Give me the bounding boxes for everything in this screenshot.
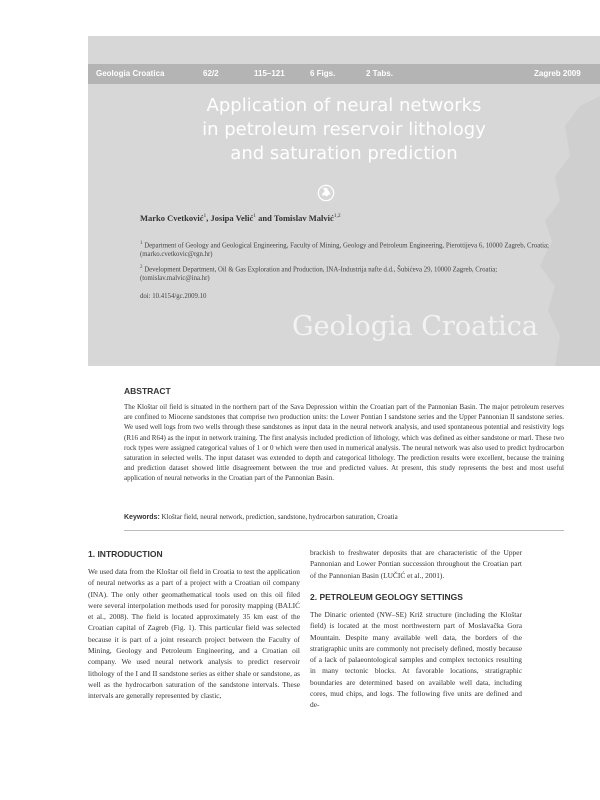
table-count: 2 Tabs.: [366, 69, 393, 78]
title-line: and saturation prediction: [230, 143, 458, 164]
introduction-heading: 1. INTRODUCTION: [88, 549, 163, 559]
article-title: [88, 94, 600, 166]
paragraph: We used data from the Kloštar oil field in Croatia to test the application of neural networks as a part of a project with a Croatian oil company (INA). The only other geomathematical tools used on this oil filed were several interpolation methods used for porosity mapping (BALIĆ et al., 2008). The field is located approximately 35 km east of the Croatian capital of Zagreb (Fig. 1). This particular field was selected because it is part of a joint research project between the Faculty of Mining, Geology and Petroleum Engineering, and a Croatian oil company. We used neural network analysis to predict reservoir lithology of the I and II sandstone series as either shale or sandstone, as well as the hydrocarbon saturation of the sandstone intervals. These intervals are generally represented by clastic,: [88, 567, 300, 701]
petroleum-geology-heading: 2. PETROLEUM GEOLOGY SETTINGS: [310, 592, 463, 602]
section-divider: [124, 530, 564, 531]
volume-number: 62/2: [203, 69, 219, 78]
right-column-continuation: [310, 547, 522, 581]
author-name: Tomislav Malvić: [273, 213, 334, 223]
title-line: Application of neural networks: [206, 95, 482, 116]
author-separator: ,: [206, 213, 211, 223]
affiliation: [140, 239, 550, 259]
affiliation-text: Development Department, Oil & Gas Exploration and Production, INA-Industrija nafte d.d., Šubićeva 29, 10000 Zagreb, Croatia; (tomislav.malvic@ina.hr): [140, 266, 498, 283]
affiliation-mark: 2: [140, 265, 143, 270]
journal-meta-bar: [88, 64, 600, 84]
title-line: in petroleum reservoir lithology: [202, 119, 486, 140]
doi: doi: 10.4154/gc.2009.10: [140, 293, 207, 300]
affiliation-mark: 1: [140, 241, 143, 246]
introduction-body: [88, 566, 300, 702]
journal-name: Geologia Croatica: [96, 69, 165, 78]
journal-watermark: Geologia Croatica: [292, 311, 538, 342]
abstract-text: The Kloštar oil field is situated in the northern part of the Sava Depression within the Croatian part of the Pannonian Basin. The major petroleum reserves are confined to Miocene sandstones that comprise two production units: the Lower Pontian I sandstone series and the Upper Pannonian II sandstone series. We used well logs from two wells through these sandstones as input data in the neural network analysis, and used spontaneous potential and resistivity logs (R16 and R64) as the input in network training. The first analysis included prediction of lithology, which was defined as either sandstone or marl. These two rock types were assigned categorical values of 1 or 0 which were then used in numerical analysis. The neural network was also used to predict hydrocarbon saturation in selected wells. The input dataset was extended to depth and categorical lithology. The prediction results were excellent, because the training and prediction dataset showed little disagreement between the true and predicted values. At present, this study represents the best and most useful application of neural networks in the Croatian part of the Pannonian Basin.: [124, 403, 564, 483]
keywords-list: Kloštar field, neural network, prediction, sandstone, hydrocarbon saturation, Croatia: [159, 513, 398, 521]
keywords: [124, 513, 564, 521]
paragraph: The Dinaric oriented (NW–SE) Križ structure (including the Kloštar field) is located at the most northwestern part of Moslavačka Gora Mountain. Despite many available well data, the borders of the stratigraphic units are commonly not precisely defined, mostly because of a lack of palaeontological samples and complex tectonics resulting in many tectonic blocks. At favorable locations, stratigraphic boundaries are determined based on available well data, including cores, mud chips, and logs. The following five units are defined and de-: [310, 610, 522, 710]
globe-icon: [317, 184, 335, 202]
author-name: Josipa Velić: [210, 213, 254, 223]
affiliation-text: Department of Geology and Geological Engineering, Faculty of Mining, Geology and Petroleum Engineering, Pierottijeva 6, 10000 Zagreb, Croatia; (marko.cvetkovic@rgn.hr): [140, 242, 549, 259]
author-affiliation-mark: 1: [203, 213, 207, 220]
keywords-label: Keywords:: [124, 514, 160, 521]
page-range: 115–121: [254, 69, 285, 78]
affiliation: [140, 263, 550, 283]
author-affiliation-mark: 1: [253, 213, 257, 220]
author-affiliation-mark: 1,2: [333, 213, 341, 220]
petroleum-geology-body: [310, 609, 522, 711]
author-separator: and: [256, 213, 274, 223]
paragraph: brackish to freshwater deposits that are characteristic of the Upper Pannonian and Lower Pontian succession throughout the Croatian part of the Pannonian Basin (LUČIĆ et al., 2001).: [310, 548, 522, 580]
abstract-heading: ABSTRACT: [124, 386, 171, 396]
figure-count: 6 Figs.: [310, 69, 336, 78]
place-year: Zagreb 2009: [534, 69, 581, 78]
author-name: Marko Cvetković: [140, 213, 204, 223]
header-banner: [88, 36, 600, 366]
author-list: [140, 213, 341, 223]
